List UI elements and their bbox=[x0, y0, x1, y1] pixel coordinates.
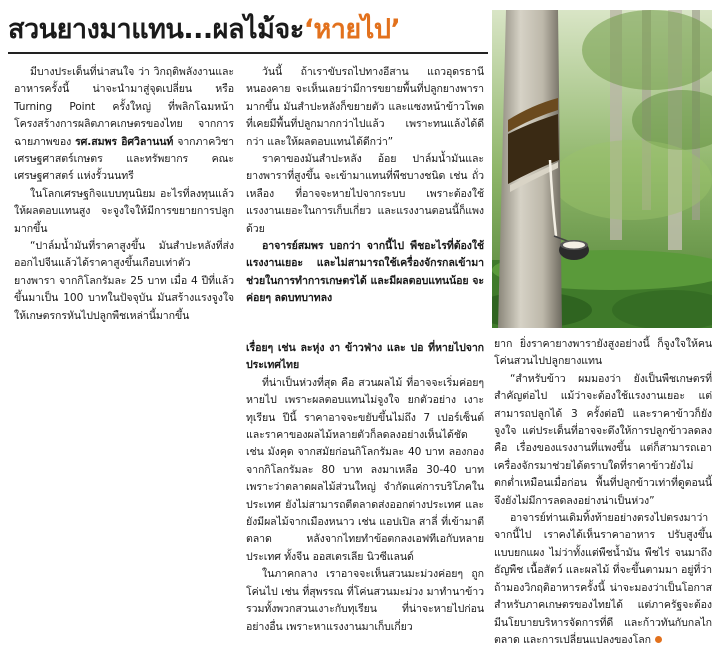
headline-accent: ‘หายไป’ bbox=[303, 14, 401, 45]
paragraph: วันนี้ ถ้าเราขับรถไปทางอีสาน แถวอุดรธานี หนองคาย จะเห็นเลยว่ามีการขยายพื้นที่ปลูกยางพารามากขึ้น มันสำปะหลังก็ขยายตัว และแซงหน้าข้าวโพดที่เคยมีพื้นที่ปลูกมากกว่าไปแล้ว เพราะทนแล้งได้ดีกว่า และให้ผลตอบแทนได้ดีกว่า” bbox=[246, 66, 484, 148]
paragraph: “สำหรับข้าว ผมมองว่า ยังเป็นพืชเกษตรที่สำคัญต่อไป แม้ว่าจะต้องใช้แรงงานเยอะ แต่สามารถปลูกได้ 3 ครั้งต่อปี และราคาข้าวก็ยังจูงใจ แต่ประเด็นที่อาจจะดึงให้การปลูกข้าวลดลง คือ เรื่องของแรงงานที่แพงขึ้น แต่ก็สามารถเอาเครื่องจักรมาช่วยได้ตราบใดที่ราคาข้าวยังไม่ตกต่ำเหมือนเมื่อก่อน พื้นที่ปลูกข้าวเท่าที่ดูตอนนี้ จึงยังไม่มีการลดลงอย่างน่าเป็นห่วง” bbox=[494, 372, 712, 507]
paragraph: ราคาของมันสำปะหลัง อ้อย ปาล์มน้ำมันและยางพาราที่สูงขึ้น จะเข้ามาแทนที่พืชบางชนิด เช่น ถั่วเหลือง ที่อาจจะหายไปจากระบบ เพราะต้องใช้แรงงานเยอะในการเก็บเกี่ยว และแรงงานตอนนี้ก็แพงด้วย bbox=[246, 153, 484, 235]
paragraph-text: มีบางประเด็นที่น่าสนใจ ว่า วิกฤติพลังงานและอาหารครั้งนี้ น่าจะนำมาสู่จุดเปลี่ยน หรือ Turning Point ครั้งใหญ่ ที่พลิกโฉมหน้าโครงสร้างการผลิตภาคเกษตรของไทย จากการฉายภาพของ bbox=[14, 66, 234, 148]
paragraph: เรื่อยๆ เช่น ละหุ่ง งา ข้าวฟ่าง และ ปอ ที่หายไปจากประเทศไทย bbox=[246, 342, 484, 372]
end-mark-icon bbox=[655, 636, 662, 643]
paragraph: ในภาคกลาง เราอาจจะเห็นสวนมะม่วงค่อยๆ ถูกโค่นไป เช่น ที่สุพรรณ ที่โค่นสวนมะม่วง มาทำนาข้าว รวมทั้งพวกสวนเงาะกับทุเรียน ที่น่าจะหายไปก่อนอย่างอื่น เพราะหาแรงงานมาเก็บเกี่ยว bbox=[246, 568, 484, 633]
article-column-2 bbox=[246, 64, 484, 308]
paragraph-text: อาจารย์ท่านเดิมทิ้งท้ายอย่างตรงไปตรงมาว่า จากนี้ไป เราคงได้เห็นราคาอาหาร ปรับสูงขึ้นแบบยกแผง ไม่ว่าทั้งแต่พืชน้ำมัน พืชไร่ จนมาถึงธัญพืช เนื้อสัตว์ และผลไม้ ที่จะขึ้นตามมา อยู่ที่ว่าถ้ามองวิกฤติอาหารครั้งนี้ น่าจะมองว่าเป็นโอกาสสำหรับภาคเกษตรของไทยได้ แต่ภาครัฐจะต้องมีนโยบายบริหารจัดการที่ดี และก้าวทันกับกลไกตลาด และการเปลี่ยนแปลงของโลก bbox=[494, 512, 712, 646]
paragraph: ในโลกเศรษฐกิจแบบทุนนิยม อะไรที่ลงทุนแล้วให้ผลตอบแทนสูง จะจูงใจให้มีการขยายการปลูกมากขึ้น bbox=[14, 187, 234, 235]
paragraph: “ปาล์มน้ำมันที่ราคาสูงขึ้น มันสำปะหลังที่ส่งออกไปจีนแล้วได้ราคาสูงขึ้นเกือบเท่าตัว ยางพารา จากกิโลกรัมละ 25 บาท เมื่อ 4 ปีที่แล้วขึ้นมาเป็น 100 บาทในปัจจุบัน มันสร้างแรงจูงใจให้เกษตรกรหันไปปลูกพืชเหล่านี้มากขึ้น bbox=[14, 240, 234, 322]
expert-name: รศ.สมพร อิศวิลานนท์ bbox=[75, 135, 174, 148]
paragraph-text: จากภาควิชาเศรษฐศาสตร์เกษตร และทรัพยากร คณะเศรษฐศาสตร์ แห่งรั้วนนทรี bbox=[14, 135, 234, 183]
headline-main: สวนยางมาแทน...ผลไม้จะ bbox=[8, 14, 304, 45]
paragraph: ยาก ยิ่งราคายางพารายังสูงอย่างนี้ ก็จูงใจให้คนโค่นสวนไปปลูกยางแทน bbox=[494, 338, 712, 368]
paragraph: ที่น่าเป็นห่วงที่สุด คือ สวนผลไม้ ที่อาจจะเริ่มค่อยๆ หายไป เพราะผลตอบแทนไม่จูงใจ ยกตัวอย่าง เงาะ ทุเรียน ปีนี้ ราคาอาจจะขยับขึ้นไม่ถึง 7 เปอร์เซ็นต์ และราคาของผลไม้หลายตัวก็ลดลงอย่างเห็นได้ชัด เช่น มังคุด จากสมัยก่อนกิโลกรัมละ 40 บาท ลองกอง จากกิโลกรัมละ 80 บาท ลงมาเหลือ 30-40 บาท เพราะว่าตลาดผลไม้ส่วนใหญ่ จำกัดแค่การบริโภคในประเทศ ยังไม่สามารถตีตลาดส่งออกต่างประเทศ และยังมีผลไม้จากเมืองหนาว เช่น แอปเปิล สาลี่ ที่เข้ามาตีตลาด หลังจากไทยทำข้อตกลงเอฟทีเอกับหลายประเทศ ทั้งจีน ออสเตรเลีย นิวซีแลนด์ bbox=[246, 376, 484, 563]
rubber-tree-photo bbox=[492, 10, 712, 328]
article-column-3 bbox=[494, 336, 712, 649]
paragraph bbox=[14, 64, 234, 186]
article-column-1 bbox=[14, 64, 234, 325]
article-column-2-lower bbox=[246, 340, 484, 636]
headline bbox=[8, 8, 488, 52]
paragraph bbox=[494, 510, 712, 649]
pull-paragraph: อาจารย์สมพร บอกว่า จากนี้ไป พืชอะไรที่ต้องใช้แรงงานเยอะ และไม่สามารถใช้เครื่องจักรกลเข้ามาช่วยในการทำการเกษตรได้ และมีผลตอบแทนน้อย จะค่อยๆ ลดบทบาทลง bbox=[246, 240, 484, 305]
headline-rule bbox=[8, 52, 488, 54]
